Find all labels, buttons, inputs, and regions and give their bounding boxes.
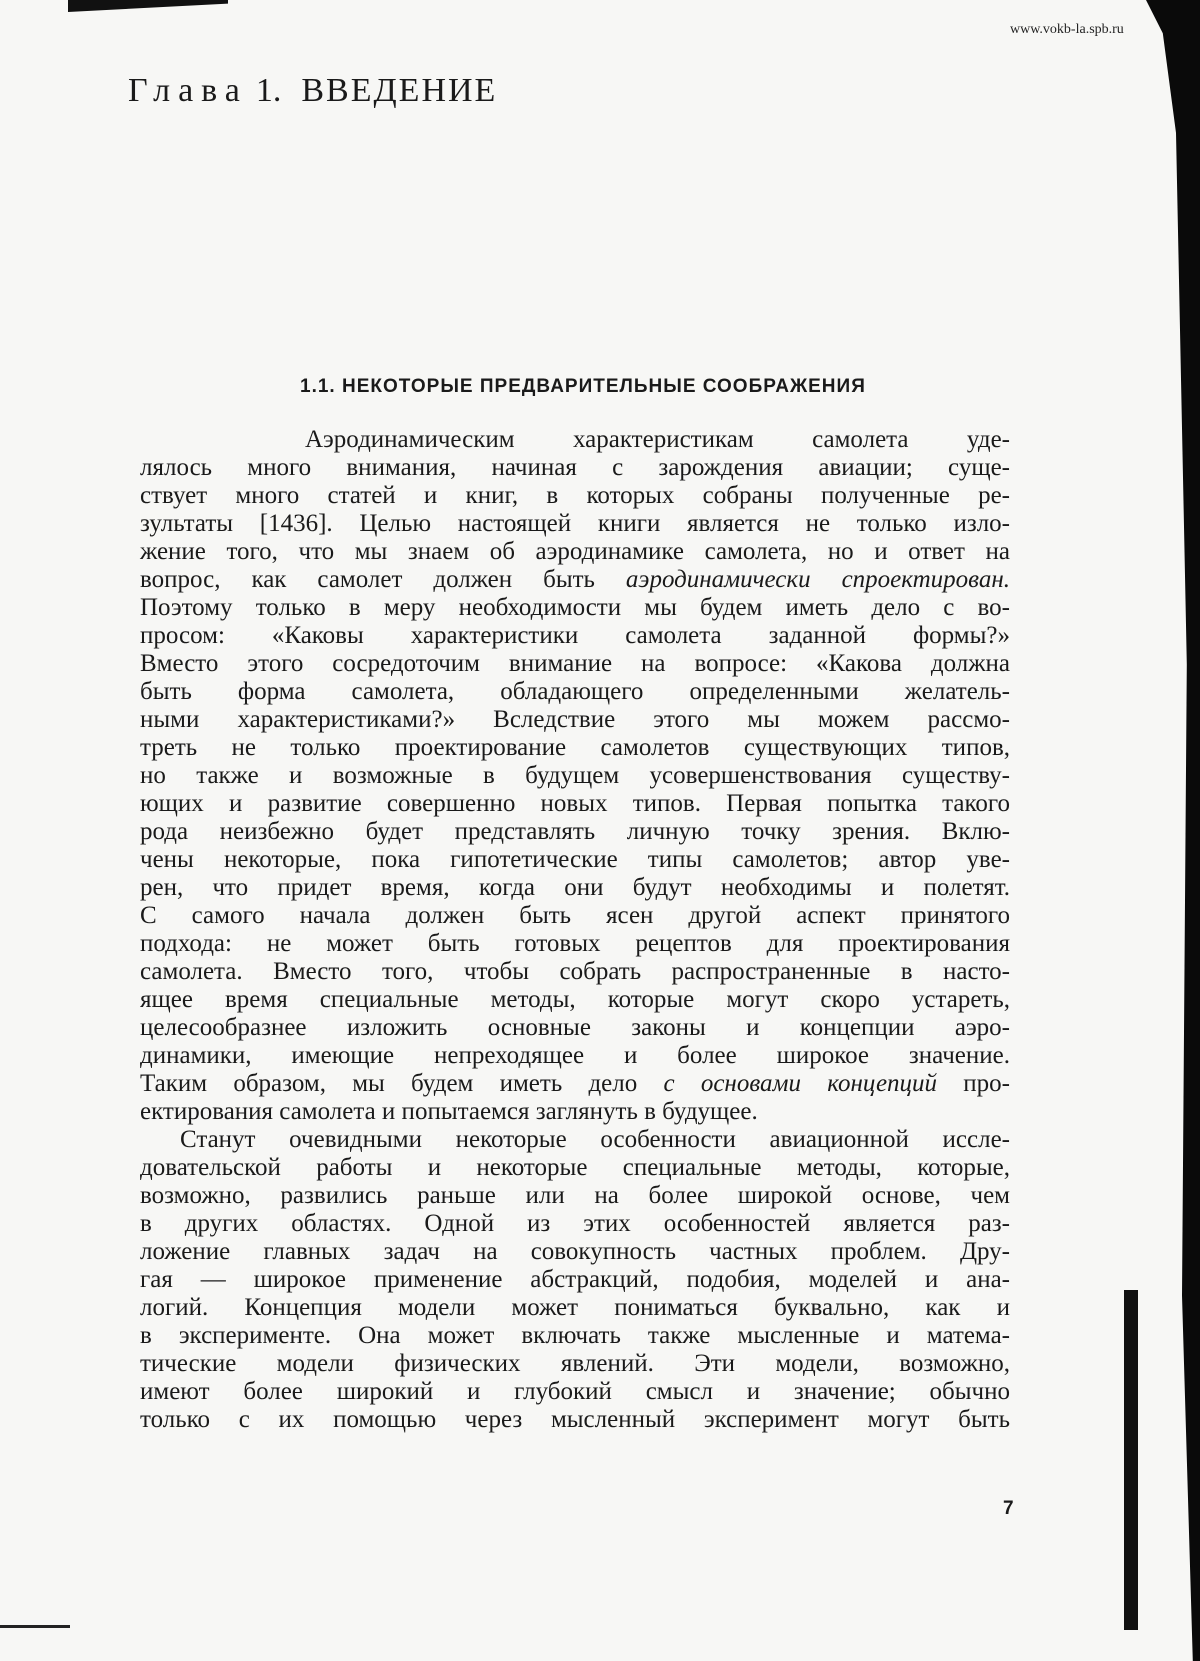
- chapter-title: ВВЕДЕНИЕ: [301, 72, 498, 109]
- text-line: логий. Концепция модели может пониматься буквально, как и: [140, 1294, 1010, 1321]
- text-line: довательской работы и некоторые специальные методы, которые,: [140, 1154, 1010, 1181]
- text-line: зультаты [1436]. Целью настоящей книги является не только изло-: [140, 510, 1010, 537]
- italic-term: аэродинамически спроектирован.: [625, 566, 1011, 593]
- text-line: гая — широкое применение абстракций, подобия, моделей и ана-: [140, 1266, 1010, 1293]
- text-line: Вместо этого сосредоточим внимание на вопросе: «Какова должна: [140, 650, 1010, 677]
- chapter-label: Глава: [128, 72, 248, 109]
- text-line: возможно, развились раньше или на более широкой основе, чем: [140, 1182, 1010, 1209]
- text-line: ложение главных задач на совокупность частных проблем. Дру-: [140, 1238, 1010, 1265]
- section-heading: 1.1. НЕКОТОРЫЕ ПРЕДВАРИТЕЛЬНЫЕ СООБРАЖЕНИЯ: [300, 376, 866, 397]
- text-line: Станут очевидными некоторые особенности авиационной иссле-: [180, 1126, 1010, 1153]
- chapter-heading: [128, 72, 497, 110]
- text-line: [140, 1070, 1010, 1098]
- text-line: быть форма самолета, обладающего определенными желатель-: [140, 678, 1010, 705]
- text-line: просом: «Каковы характеристики самолета заданной формы?»: [140, 622, 1010, 649]
- text-line: [140, 566, 1010, 594]
- text-line: в других областях. Одной из этих особенностей является раз-: [140, 1210, 1010, 1237]
- scan-artifact-bottom: [0, 1625, 70, 1628]
- text-line: подхода: не может быть готовых рецептов для проектирования: [140, 930, 1010, 957]
- chapter-number: 1.: [255, 72, 282, 109]
- text-line: лялось много внимания, начиная с зарождения авиации; суще-: [140, 454, 1010, 481]
- text-line: треть не только проектирование самолетов существующих типов,: [140, 734, 1010, 761]
- text-line: динамики, имеющие непреходящее и более широкое значение.: [140, 1042, 1010, 1069]
- text-line: Поэтому только в меру необходимости мы будем иметь дело с во-: [140, 594, 1010, 621]
- text-line: имеют более широкий и глубокий смысл и значение; обычно: [140, 1378, 1010, 1405]
- text-line: рен, что придет время, когда они будут необходимы и полетят.: [140, 874, 1010, 901]
- text-line: ствует много статей и книг, в которых собраны полученные ре-: [140, 482, 1010, 509]
- text-line: рода неизбежно будет представлять личную точку зрения. Вклю-: [140, 818, 1010, 845]
- text-line: только с их помощью через мысленный эксперимент могут быть: [140, 1406, 1010, 1433]
- text-line: чены некоторые, пока гипотетические типы самолетов; автор уве-: [140, 846, 1010, 873]
- watermark-url: www.vokb-la.spb.ru: [1010, 22, 1124, 37]
- text-line: в эксперименте. Она может включать также мысленные и матема-: [140, 1322, 1010, 1349]
- text-line: тические модели физических явлений. Эти модели, возможно,: [140, 1350, 1010, 1377]
- text-line: ектирования самолета и попытаемся заглянуть в будущее.: [140, 1098, 758, 1125]
- text-segment: про-: [937, 1070, 1010, 1097]
- italic-term: с основами концепций: [663, 1070, 938, 1097]
- text-segment: вопрос, как самолет должен быть: [140, 566, 626, 593]
- text-line: целесообразнее изложить основные законы и концепции аэро-: [140, 1014, 1010, 1041]
- text-line: но также и возможные в будущем усовершенствования существу-: [140, 762, 1010, 789]
- page-number: 7: [1003, 1498, 1014, 1519]
- scan-artifact-top: [68, 0, 228, 12]
- text-segment: Таким образом, мы будем иметь дело: [140, 1070, 664, 1097]
- text-line: ными характеристиками?» Вследствие этого мы можем рассмо-: [140, 706, 1010, 733]
- text-line: Аэродинамическим характеристикам самолета уде-: [305, 426, 1010, 453]
- text-line: С самого начала должен быть ясен другой аспект принятого: [140, 902, 1010, 929]
- text-line: ющих и развитие совершенно новых типов. Первая попытка такого: [140, 790, 1010, 817]
- text-line: ящее время специальные методы, которые могут скоро устареть,: [140, 986, 1010, 1013]
- body-text: [140, 426, 1010, 1434]
- scan-artifact-right-strip: [1124, 1290, 1138, 1630]
- text-line: самолета. Вместо того, чтобы собрать распространенные в насто-: [140, 958, 1010, 985]
- scan-artifact-right-edge: [1140, 0, 1200, 1661]
- text-line: жение того, что мы знаем об аэродинамике самолета, но и ответ на: [140, 538, 1010, 565]
